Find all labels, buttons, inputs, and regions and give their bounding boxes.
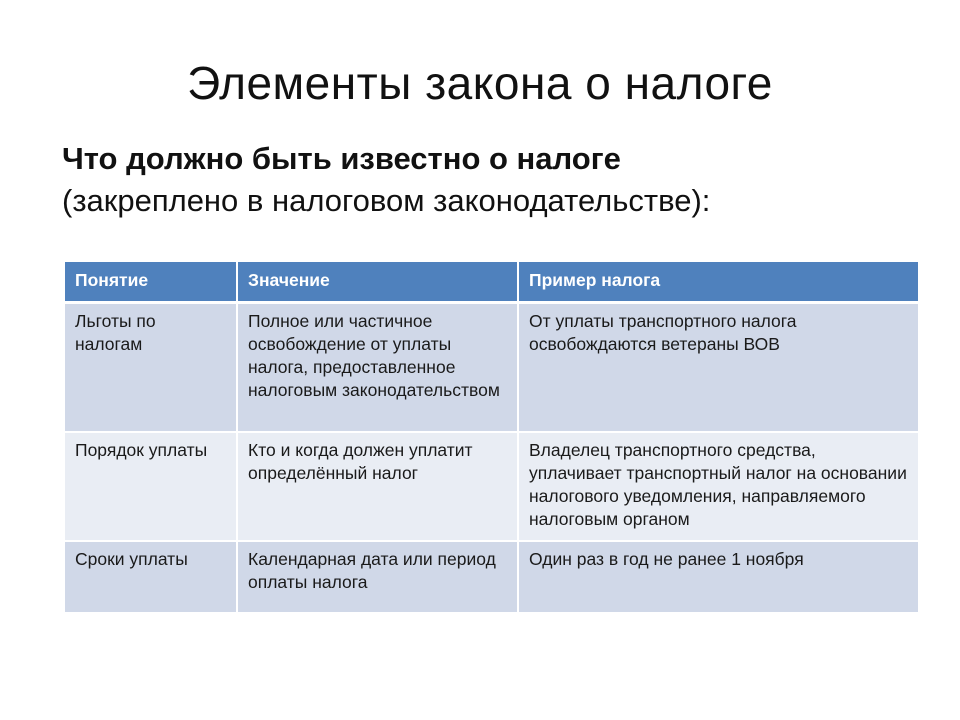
cell-concept: Сроки уплаты <box>65 541 237 613</box>
table-header-row <box>65 262 918 303</box>
subtitle-normal: (закреплено в налоговом законодательстве): <box>62 183 711 218</box>
table-row <box>65 303 918 433</box>
slide-title: Элементы закона о налоге <box>187 57 773 109</box>
header-concept: Понятие <box>65 262 237 303</box>
header-example: Пример налога <box>518 262 918 303</box>
subtitle <box>62 138 922 222</box>
cell-meaning: Полное или частичное освобождение от уплаты налога, предоставленное налоговым законодательством <box>237 303 518 433</box>
cell-concept: Льготы по налогам <box>65 303 237 433</box>
table-row <box>65 432 918 541</box>
cell-example: Владелец транспортного средства, уплачивает транспортный налог на основании налогового уведомления, направляемого налоговым органом <box>518 432 918 541</box>
subtitle-bold: Что должно быть известно о налоге <box>62 141 621 176</box>
cell-example: От уплаты транспортного налога освобождаются ветераны ВОВ <box>518 303 918 433</box>
cell-meaning: Календарная дата или период оплаты налога <box>237 541 518 613</box>
header-meaning: Значение <box>237 262 518 303</box>
tax-elements-table <box>65 262 918 614</box>
cell-concept: Порядок уплаты <box>65 432 237 541</box>
table-row <box>65 541 918 613</box>
cell-meaning: Кто и когда должен уплатит определённый налог <box>237 432 518 541</box>
cell-example: Один раз в год не ранее 1 ноября <box>518 541 918 613</box>
